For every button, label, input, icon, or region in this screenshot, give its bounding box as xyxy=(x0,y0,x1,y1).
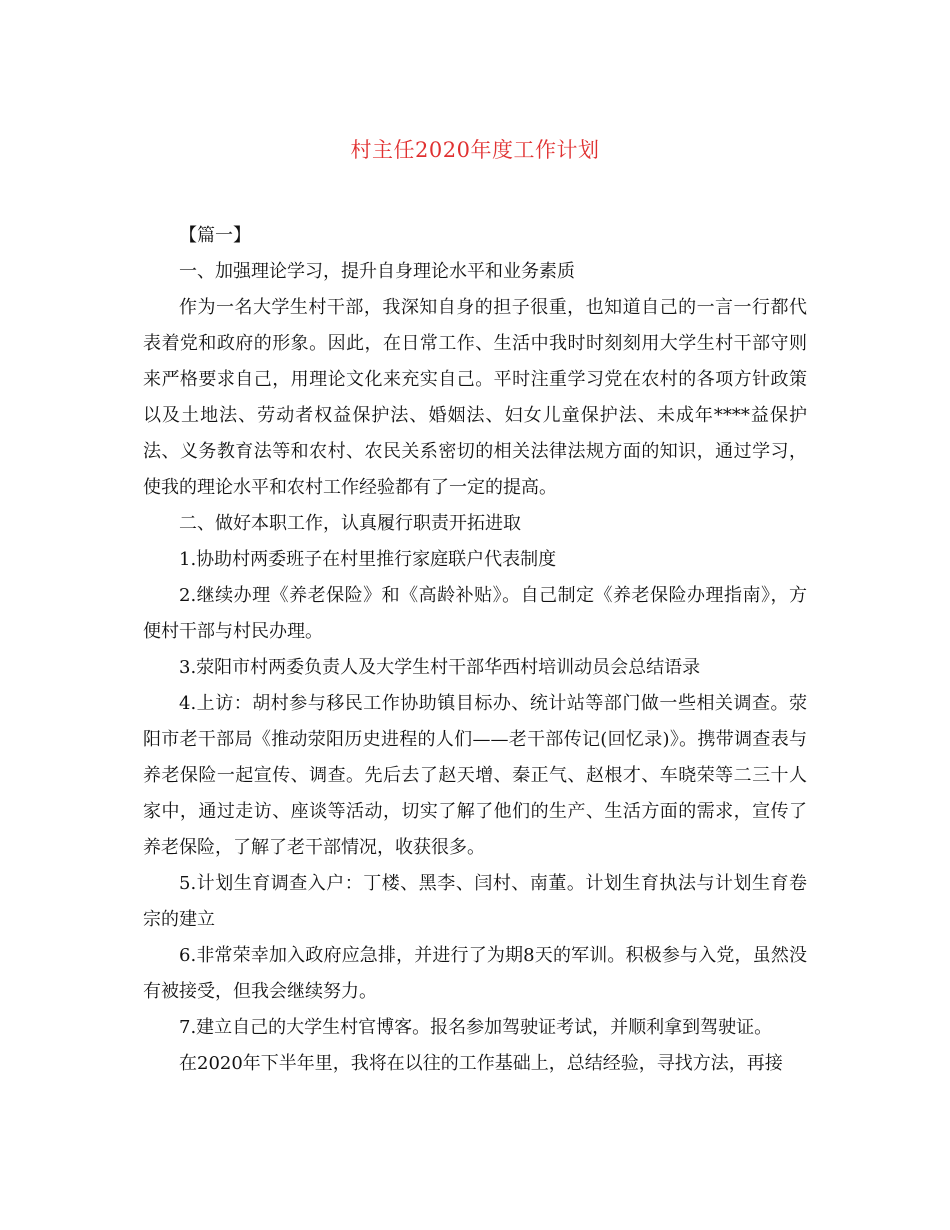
heading-two: 二、做好本职工作，认真履行职责开拓进取 xyxy=(179,513,521,534)
list-item-7: 7.建立自己的大学生村官博客。报名参加驾驶证考试，并顺利拿到驾驶证。 xyxy=(179,1017,773,1038)
list-item-2: 2.继续办理《养老保险》和《高龄补贴》。自己制定《养老保险办理指南》，方便村干部与村民办理。 xyxy=(143,585,807,642)
document-body xyxy=(143,218,807,1082)
paragraph-theory-study: 作为一名大学生村干部，我深知自身的担子很重，也知道自己的一言一行都代表着党和政府的形象。因此，在日常工作、生活中我时时刻刻用大学生村干部守则来严格要求自己，用理论文化来充实自己。平时注重学习党在农村的各项方针政策以及土地法、劳动者权益保护法、婚姻法、妇女儿童保护法、未成年****益保护法、义务教育法等和农村、农民关系密切的相关法律法规方面的知识，通过学习，使我的理论水平和农村工作经验都有了一定的提高。 xyxy=(143,297,807,498)
list-item-3: 3.荥阳市村两委负责人及大学生村干部华西村培训动员会总结语录 xyxy=(179,657,701,678)
section-label: 【篇一】 xyxy=(179,225,251,246)
document-title: 村主任2020年度工作计划 xyxy=(350,138,600,162)
list-item-4: 4.上访：胡村参与移民工作协助镇目标办、统计站等部门做一些相关调查。荥阳市老干部局《推动荥阳历史进程的人们——老干部传记(回忆录)》。携带调查表与养老保险一起宣传、调查。先后去了赵天增、秦正气、赵根才、车晓荣等二三十人家中，通过走访、座谈等活动，切实了解了他们的生产、生活方面的需求，宣传了养老保险，了解了老干部情况，收获很多。 xyxy=(143,693,807,858)
heading-one: 一、加强理论学习，提升自身理论水平和业务素质 xyxy=(179,261,575,282)
list-item-1: 1.协助村两委班子在村里推行家庭联户代表制度 xyxy=(179,549,557,570)
list-item-5: 5.计划生育调查入户：丁楼、黑李、闫村、南董。计划生育执法与计划生育卷宗的建立 xyxy=(143,873,807,930)
list-item-6: 6.非常荣幸加入政府应急排，并进行了为期8天的军训。积极参与入党，虽然没有被接受，但我会继续努力。 xyxy=(143,945,807,1002)
paragraph-plan: 在2020年下半年里，我将在以往的工作基础上，总结经验，寻找方法，再接 xyxy=(179,1053,783,1074)
